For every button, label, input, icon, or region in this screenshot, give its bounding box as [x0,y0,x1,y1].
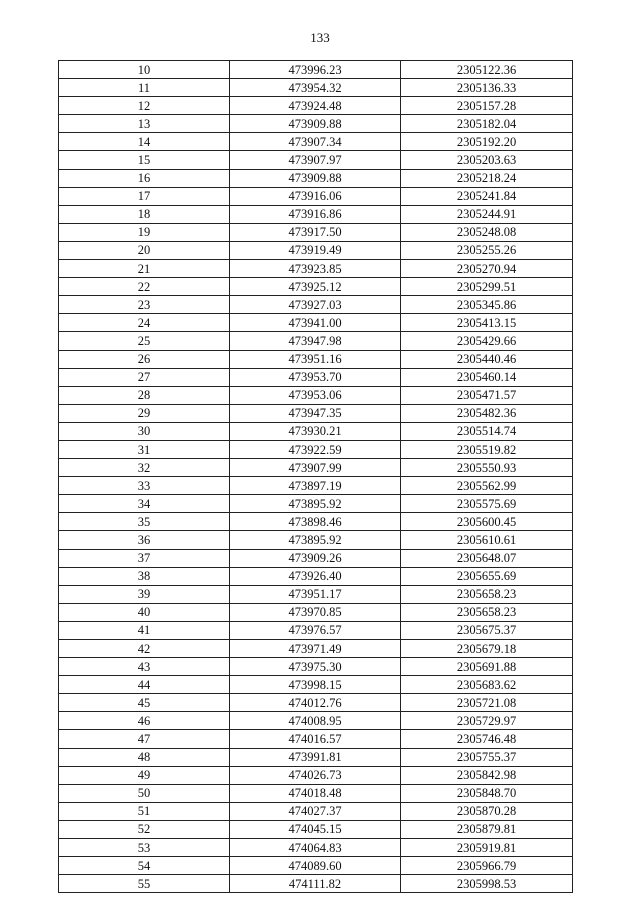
x-coordinate-cell: 473970.85 [230,603,401,621]
x-coordinate-cell: 473947.35 [230,404,401,422]
table-row [59,151,573,169]
table-row [59,350,573,368]
x-coordinate-cell: 473923.85 [230,260,401,278]
x-coordinate-cell: 474008.95 [230,712,401,730]
x-coordinate-cell: 473897.19 [230,477,401,495]
y-coordinate-cell: 2305122.36 [401,61,573,79]
point-number-cell: 22 [59,278,230,296]
y-coordinate-cell: 2305848.70 [401,784,573,802]
table-row [59,549,573,567]
x-coordinate-cell: 473924.48 [230,97,401,115]
table-row [59,603,573,621]
point-number-cell: 52 [59,820,230,838]
x-coordinate-cell: 473917.50 [230,223,401,241]
table-row [59,332,573,350]
x-coordinate-cell: 473951.16 [230,350,401,368]
x-coordinate-cell: 474064.83 [230,839,401,857]
table-row [59,621,573,639]
x-coordinate-cell: 473909.88 [230,169,401,187]
table-row [59,296,573,314]
y-coordinate-cell: 2305998.53 [401,875,573,893]
point-number-cell: 11 [59,79,230,97]
coordinates-table-body [59,61,573,893]
point-number-cell: 47 [59,730,230,748]
x-coordinate-cell: 473922.59 [230,440,401,458]
y-coordinate-cell: 2305136.33 [401,79,573,97]
y-coordinate-cell: 2305244.91 [401,205,573,223]
point-number-cell: 19 [59,223,230,241]
x-coordinate-cell: 473916.06 [230,187,401,205]
table-row [59,839,573,857]
table-row [59,79,573,97]
x-coordinate-cell: 473919.49 [230,241,401,259]
y-coordinate-cell: 2305755.37 [401,748,573,766]
x-coordinate-cell: 474027.37 [230,802,401,820]
table-row [59,404,573,422]
table-row [59,386,573,404]
y-coordinate-cell: 2305218.24 [401,169,573,187]
y-coordinate-cell: 2305157.28 [401,97,573,115]
table-row [59,802,573,820]
point-number-cell: 15 [59,151,230,169]
table-row [59,205,573,223]
table-row [59,187,573,205]
y-coordinate-cell: 2305746.48 [401,730,573,748]
table-row [59,495,573,513]
table-row [59,169,573,187]
x-coordinate-cell: 474089.60 [230,857,401,875]
y-coordinate-cell: 2305879.81 [401,820,573,838]
point-number-cell: 37 [59,549,230,567]
point-number-cell: 43 [59,658,230,676]
x-coordinate-cell: 473941.00 [230,314,401,332]
x-coordinate-cell: 473907.97 [230,151,401,169]
table-row [59,278,573,296]
table-row [59,422,573,440]
point-number-cell: 17 [59,187,230,205]
table-row [59,766,573,784]
y-coordinate-cell: 2305192.20 [401,133,573,151]
x-coordinate-cell: 473991.81 [230,748,401,766]
y-coordinate-cell: 2305655.69 [401,567,573,585]
table-row [59,640,573,658]
table-row [59,531,573,549]
y-coordinate-cell: 2305575.69 [401,495,573,513]
x-coordinate-cell: 473953.06 [230,386,401,404]
table-row [59,676,573,694]
y-coordinate-cell: 2305721.08 [401,694,573,712]
x-coordinate-cell: 474018.48 [230,784,401,802]
point-number-cell: 54 [59,857,230,875]
y-coordinate-cell: 2305658.23 [401,603,573,621]
point-number-cell: 49 [59,766,230,784]
table-row [59,61,573,79]
coordinates-table [58,60,573,893]
x-coordinate-cell: 474016.57 [230,730,401,748]
x-coordinate-cell: 473953.70 [230,368,401,386]
table-row [59,260,573,278]
x-coordinate-cell: 473975.30 [230,658,401,676]
y-coordinate-cell: 2305514.74 [401,422,573,440]
x-coordinate-cell: 473998.15 [230,676,401,694]
y-coordinate-cell: 2305270.94 [401,260,573,278]
point-number-cell: 39 [59,585,230,603]
point-number-cell: 42 [59,640,230,658]
point-number-cell: 30 [59,422,230,440]
table-row [59,513,573,531]
point-number-cell: 50 [59,784,230,802]
y-coordinate-cell: 2305658.23 [401,585,573,603]
point-number-cell: 53 [59,839,230,857]
table-row [59,459,573,477]
y-coordinate-cell: 2305648.07 [401,549,573,567]
point-number-cell: 27 [59,368,230,386]
x-coordinate-cell: 473951.17 [230,585,401,603]
table-row [59,314,573,332]
x-coordinate-cell: 473996.23 [230,61,401,79]
y-coordinate-cell: 2305562.99 [401,477,573,495]
point-number-cell: 28 [59,386,230,404]
point-number-cell: 33 [59,477,230,495]
x-coordinate-cell: 473927.03 [230,296,401,314]
table-row [59,440,573,458]
x-coordinate-cell: 474026.73 [230,766,401,784]
point-number-cell: 35 [59,513,230,531]
point-number-cell: 34 [59,495,230,513]
table-row [59,115,573,133]
x-coordinate-cell: 473909.88 [230,115,401,133]
page-number: 133 [310,30,330,45]
y-coordinate-cell: 2305471.57 [401,386,573,404]
y-coordinate-cell: 2305919.81 [401,839,573,857]
y-coordinate-cell: 2305203.63 [401,151,573,169]
x-coordinate-cell: 473909.26 [230,549,401,567]
point-number-cell: 51 [59,802,230,820]
point-number-cell: 12 [59,97,230,115]
x-coordinate-cell: 473926.40 [230,567,401,585]
point-number-cell: 23 [59,296,230,314]
point-number-cell: 45 [59,694,230,712]
point-number-cell: 14 [59,133,230,151]
y-coordinate-cell: 2305482.36 [401,404,573,422]
point-number-cell: 31 [59,440,230,458]
x-coordinate-cell: 473907.34 [230,133,401,151]
x-coordinate-cell: 473925.12 [230,278,401,296]
point-number-cell: 41 [59,621,230,639]
x-coordinate-cell: 473916.86 [230,205,401,223]
x-coordinate-cell: 473895.92 [230,531,401,549]
y-coordinate-cell: 2305345.86 [401,296,573,314]
table-row [59,368,573,386]
y-coordinate-cell: 2305842.98 [401,766,573,784]
x-coordinate-cell: 473898.46 [230,513,401,531]
y-coordinate-cell: 2305440.46 [401,350,573,368]
table-row [59,730,573,748]
table-row [59,857,573,875]
table-row [59,784,573,802]
table-row [59,223,573,241]
x-coordinate-cell: 473976.57 [230,621,401,639]
table-row [59,875,573,893]
point-number-cell: 44 [59,676,230,694]
y-coordinate-cell: 2305870.28 [401,802,573,820]
x-coordinate-cell: 473947.98 [230,332,401,350]
x-coordinate-cell: 473954.32 [230,79,401,97]
table-row [59,820,573,838]
y-coordinate-cell: 2305429.66 [401,332,573,350]
x-coordinate-cell: 473971.49 [230,640,401,658]
point-number-cell: 25 [59,332,230,350]
table-row [59,712,573,730]
y-coordinate-cell: 2305519.82 [401,440,573,458]
point-number-cell: 32 [59,459,230,477]
table-row [59,477,573,495]
y-coordinate-cell: 2305413.15 [401,314,573,332]
point-number-cell: 18 [59,205,230,223]
table-row [59,133,573,151]
y-coordinate-cell: 2305691.88 [401,658,573,676]
y-coordinate-cell: 2305966.79 [401,857,573,875]
point-number-cell: 40 [59,603,230,621]
table-row [59,585,573,603]
y-coordinate-cell: 2305679.18 [401,640,573,658]
point-number-cell: 16 [59,169,230,187]
point-number-cell: 21 [59,260,230,278]
point-number-cell: 26 [59,350,230,368]
table-row [59,748,573,766]
table-row [59,567,573,585]
x-coordinate-cell: 473907.99 [230,459,401,477]
point-number-cell: 38 [59,567,230,585]
point-number-cell: 10 [59,61,230,79]
y-coordinate-cell: 2305729.97 [401,712,573,730]
y-coordinate-cell: 2305610.61 [401,531,573,549]
x-coordinate-cell: 474012.76 [230,694,401,712]
point-number-cell: 46 [59,712,230,730]
table-row [59,658,573,676]
x-coordinate-cell: 473895.92 [230,495,401,513]
point-number-cell: 13 [59,115,230,133]
point-number-cell: 36 [59,531,230,549]
y-coordinate-cell: 2305248.08 [401,223,573,241]
y-coordinate-cell: 2305683.62 [401,676,573,694]
y-coordinate-cell: 2305241.84 [401,187,573,205]
point-number-cell: 48 [59,748,230,766]
x-coordinate-cell: 473930.21 [230,422,401,440]
y-coordinate-cell: 2305299.51 [401,278,573,296]
point-number-cell: 20 [59,241,230,259]
x-coordinate-cell: 474045.15 [230,820,401,838]
table-row [59,694,573,712]
y-coordinate-cell: 2305675.37 [401,621,573,639]
y-coordinate-cell: 2305460.14 [401,368,573,386]
table-row [59,97,573,115]
table-row [59,241,573,259]
y-coordinate-cell: 2305600.45 [401,513,573,531]
y-coordinate-cell: 2305550.93 [401,459,573,477]
y-coordinate-cell: 2305182.04 [401,115,573,133]
point-number-cell: 24 [59,314,230,332]
point-number-cell: 55 [59,875,230,893]
x-coordinate-cell: 474111.82 [230,875,401,893]
point-number-cell: 29 [59,404,230,422]
y-coordinate-cell: 2305255.26 [401,241,573,259]
